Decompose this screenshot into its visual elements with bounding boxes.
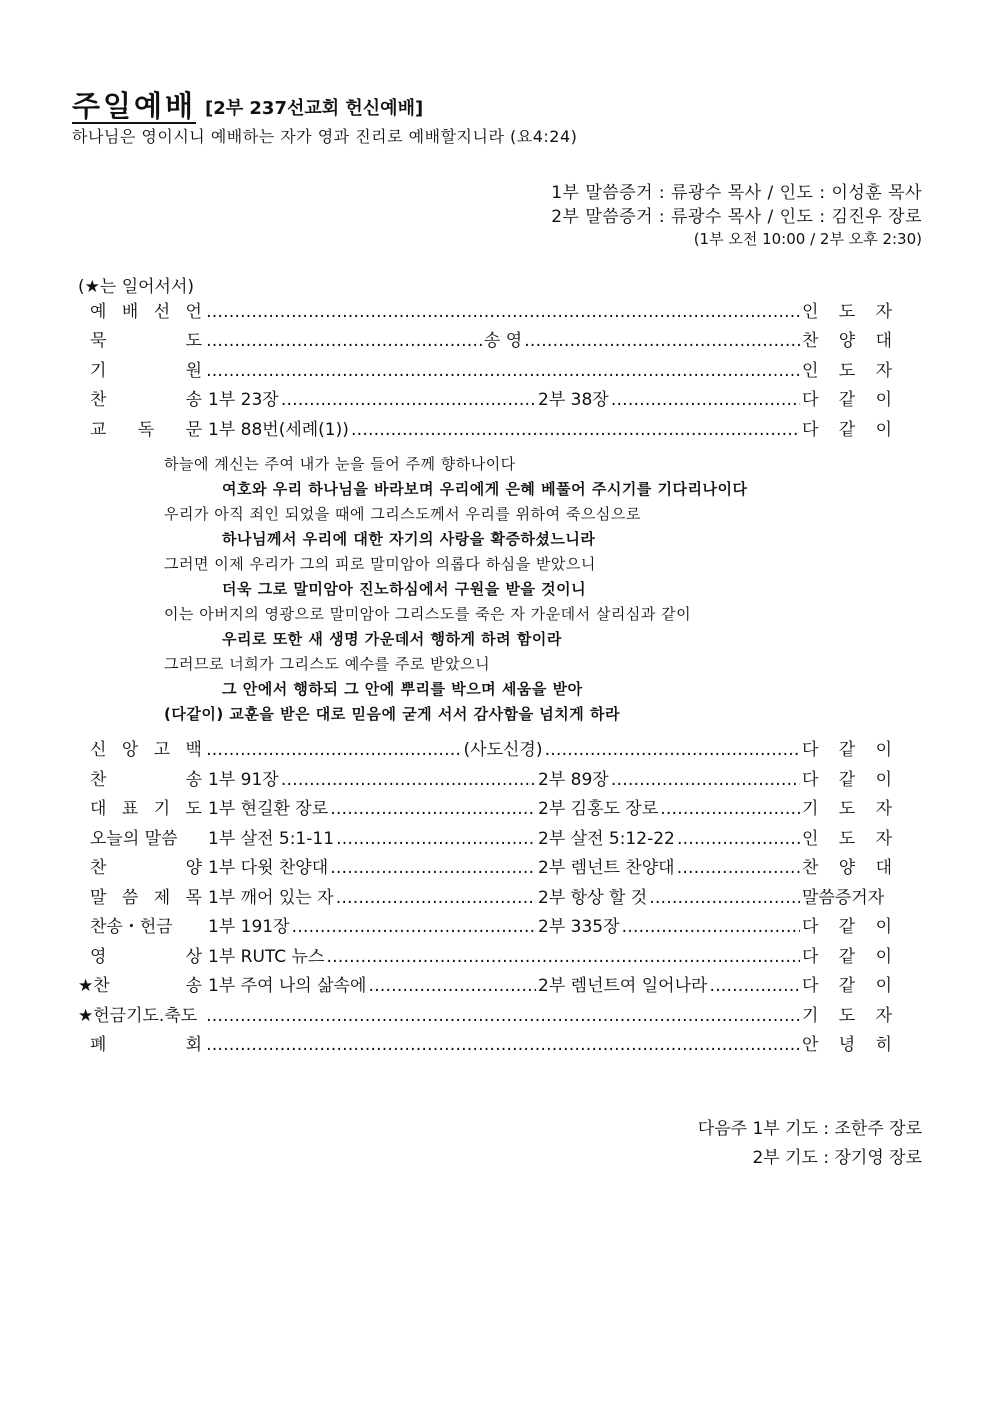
part-2-detail: 2부 김홍도 장로: [538, 799, 659, 819]
dot-leader: [368, 973, 536, 999]
order-row: [78, 826, 918, 852]
order-role-char: 이: [875, 390, 892, 410]
order-row: [78, 1032, 918, 1058]
order-label-char: 예: [90, 302, 107, 322]
order-label: [78, 914, 202, 940]
order-label-char: 백: [185, 740, 202, 760]
order-role-char: 안: [802, 1035, 819, 1055]
order-label-char: 도: [185, 331, 202, 351]
order-role-char: 녕: [838, 1035, 856, 1055]
reading-line-resp: 그 안에서 행하되 그 안에 뿌리를 박으며 세움을 받아: [222, 680, 583, 698]
order-role-char: 히: [875, 1035, 892, 1055]
order-row: [78, 1003, 918, 1029]
order-role: [802, 767, 892, 793]
order-role-char: 다: [802, 769, 819, 790]
theme-verse: 하나님은 영이시니 예배하는 자가 영과 진리로 예배할지니라 (요4:24): [72, 127, 578, 146]
order-label-char: ★헌금기도.축도: [78, 1005, 198, 1026]
order-role-char: 자: [875, 799, 892, 819]
order-role-char: 같: [838, 917, 856, 937]
reading-line-lead: 우리가 아직 죄인 되었을 때에 그리스도께서 우리를 위하여 죽으심으로: [164, 505, 641, 523]
part-1-detail: 1부 23장: [208, 390, 279, 410]
part-1-cell: [206, 855, 536, 881]
order-role-char: 인: [802, 361, 819, 381]
part-1-detail: 1부 다윗 찬양대: [208, 858, 329, 878]
part-1-detail: 1부 주여 나의 삶속에: [208, 976, 367, 996]
standing-note: (★는 일어서서): [78, 277, 195, 297]
order-label: [78, 387, 202, 413]
order-role-char: 도: [838, 302, 856, 322]
dot-leader: [524, 328, 800, 354]
part-1-cell: [206, 767, 536, 793]
preacher-line-1: 1부 말씀증거 : 류광수 목사 / 인도 : 이성훈 목사: [551, 183, 922, 203]
order-role: [802, 358, 892, 384]
order-label-char: 씀: [121, 887, 139, 908]
part-1-detail: 1부 살전 5:1-11: [208, 828, 335, 849]
order-role: [802, 299, 892, 325]
order-role-char: 자: [875, 302, 892, 322]
order-label-char: 말: [90, 887, 107, 908]
order-role-char: 찬: [802, 331, 819, 351]
order-row: [78, 358, 918, 384]
order-label: [78, 737, 202, 763]
part-1-detail: 1부 깨어 있는 자: [208, 887, 334, 908]
order-role: [802, 826, 892, 852]
order-role-char: 같: [838, 740, 856, 760]
order-role-char: 대: [875, 331, 892, 351]
order-label: [78, 299, 202, 325]
order-role: [802, 885, 892, 911]
page-subtitle: [2부 237선교회 헌신예배]: [205, 98, 424, 119]
order-role-char: 이: [875, 946, 892, 967]
order-role-char: 기: [802, 1005, 819, 1026]
order-detail: [206, 1003, 800, 1029]
order-row: [78, 417, 918, 443]
order-detail: [206, 855, 800, 881]
order-label-char: 묵: [90, 331, 107, 351]
order-label-char: 기: [153, 799, 171, 819]
page-title: 주일예배: [72, 89, 197, 123]
order-role-char: 도: [838, 361, 856, 381]
dot-leader: [351, 417, 800, 443]
part-1-detail: 1부 88번(세례(1)): [208, 420, 349, 440]
order-detail: [206, 767, 800, 793]
part-2-detail: 2부 항상 할 것: [538, 887, 648, 908]
reading-line-lead: 그러면 이제 우리가 그의 피로 말미암아 의롭다 하심을 받았으니: [164, 555, 596, 573]
dot-leader: [660, 796, 800, 822]
order-label: [78, 973, 202, 999]
order-label-char: 언: [185, 302, 202, 322]
order-role-char: 양: [838, 331, 856, 351]
dot-leader: [622, 914, 800, 940]
order-label-char: ★찬: [78, 976, 110, 996]
order-detail: [206, 299, 800, 325]
dot-leader: [677, 855, 800, 881]
order-role-char: 이: [875, 769, 892, 790]
order-label-char: 폐: [90, 1035, 107, 1055]
order-center-text: (사도신경): [463, 740, 543, 760]
order-role-char: 인: [802, 302, 819, 322]
order-label-char: 오늘의 말씀: [90, 828, 178, 849]
order-role: [802, 973, 892, 999]
order-row: [78, 855, 918, 881]
part-2-detail: 2부 335장: [538, 917, 620, 937]
order-label: [78, 358, 202, 384]
part-2-detail: 2부 렘넌트여 일어나라: [538, 976, 708, 996]
order-label-char: 원: [185, 361, 202, 381]
order-role-char: 말씀증거자: [802, 887, 885, 908]
order-role-char: 같: [838, 420, 856, 440]
dot-leader: [544, 737, 800, 763]
order-label-char: 독: [137, 420, 155, 440]
order-label-char: 찬: [90, 858, 107, 878]
order-detail: [206, 973, 800, 999]
next-week-prayer-2: 2부 기도 : 장기영 장로: [752, 1148, 922, 1168]
order-row: [78, 387, 918, 413]
reading-line-resp: 여호와 우리 하나님을 바라보며 우리에게 은혜 베풀어 주시기를 기다리나이다: [222, 480, 748, 498]
order-label-char: 도: [185, 799, 202, 819]
order-label: [78, 328, 202, 354]
preacher-line-2: 2부 말씀증거 : 류광수 목사 / 인도 : 김진우 장로: [551, 207, 922, 227]
dot-leader: [709, 973, 800, 999]
dot-leader: [649, 885, 800, 911]
order-label: [78, 944, 202, 970]
order-role-char: 다: [802, 946, 819, 967]
dot-leader: [206, 1003, 800, 1029]
order-detail: [206, 914, 800, 940]
dot-leader: [281, 387, 536, 413]
next-week-prayer-1: 다음주 1부 기도 : 조한주 장로: [697, 1119, 922, 1139]
dot-leader: [611, 387, 800, 413]
order-row: [78, 299, 918, 325]
order-label-char: 양: [185, 858, 202, 878]
order-label-char: 송: [185, 769, 202, 790]
order-role-char: 다: [802, 390, 819, 410]
dot-leader: [336, 885, 536, 911]
order-center-text: 송 영: [483, 331, 523, 351]
order-role-char: 도: [838, 1005, 856, 1026]
order-label-char: 찬송・헌금: [90, 917, 173, 937]
dot-leader: [206, 737, 462, 763]
order-label-char: 송: [185, 390, 202, 410]
order-label-char: 배: [121, 302, 139, 322]
part-1-cell: [206, 796, 536, 822]
service-times: (1부 오전 10:00 / 2부 오후 2:30): [693, 230, 922, 248]
order-label-char: 제: [153, 887, 171, 908]
order-label: [78, 826, 202, 852]
order-label: [78, 885, 202, 911]
order-role: [802, 387, 892, 413]
order-detail: [206, 796, 800, 822]
order-role-char: 자: [875, 828, 892, 849]
dot-leader: [336, 826, 536, 852]
order-label-char: 교: [90, 420, 107, 440]
order-role-char: 다: [802, 917, 819, 937]
order-label-char: 고: [153, 740, 171, 760]
order-label-char: 선: [153, 302, 171, 322]
order-label-char: 문: [185, 420, 202, 440]
dot-leader: [611, 767, 800, 793]
order-label: [78, 417, 202, 443]
order-role-char: 도: [838, 828, 856, 849]
part-1-cell: [206, 973, 536, 999]
order-detail: [206, 737, 800, 763]
order-role-char: 같: [838, 976, 856, 996]
order-role-char: 다: [802, 740, 819, 760]
order-row: [78, 328, 918, 354]
reading-line-lead: 하늘에 계신는 주여 내가 눈을 들어 주께 향하나이다: [164, 455, 516, 473]
order-role-char: 양: [838, 858, 856, 878]
order-row: [78, 737, 918, 763]
order-role-char: 대: [875, 858, 892, 878]
dot-leader: [206, 299, 800, 325]
order-role-char: 인: [802, 828, 819, 849]
dot-leader: [677, 826, 800, 852]
order-role-char: 자: [875, 361, 892, 381]
order-role: [802, 944, 892, 970]
order-role-char: 같: [838, 946, 856, 967]
order-label: [78, 767, 202, 793]
order-role: [802, 328, 892, 354]
order-row: [78, 914, 918, 940]
order-detail: [206, 885, 800, 911]
order-label-char: 상: [185, 946, 202, 967]
part-1-cell: [206, 826, 536, 852]
order-detail: [206, 387, 800, 413]
part-2-detail: 2부 렘넌트 찬양대: [538, 858, 675, 878]
order-role-char: 이: [875, 917, 892, 937]
order-role-char: 같: [838, 769, 856, 790]
order-role: [802, 1032, 892, 1058]
order-role-char: 도: [838, 799, 856, 819]
dot-leader: [206, 328, 482, 354]
order-detail: [206, 417, 800, 443]
dot-leader: [206, 1032, 800, 1058]
order-role-char: 찬: [802, 858, 819, 878]
order-role-char: 기: [802, 799, 819, 819]
order-label-char: 찬: [90, 769, 107, 790]
order-label-char: 신: [90, 740, 107, 760]
order-label-char: 표: [121, 799, 139, 819]
order-label-char: 앙: [121, 740, 139, 760]
order-label-char: 영: [90, 946, 107, 967]
reading-line-lead: 그러므로 너희가 그리스도 예수를 주로 받았으니: [164, 655, 491, 673]
part-1-detail: 1부 91장: [208, 769, 279, 790]
reading-line-lead: 이는 아버지의 영광으로 말미암아 그리스도를 죽은 자 가운데서 살리심과 같이: [164, 605, 692, 623]
order-detail: [206, 826, 800, 852]
reading-line-resp: 하나님께서 우리에 대한 자기의 사랑을 확증하셨느니라: [222, 530, 596, 548]
order-role-char: 자: [875, 1005, 892, 1026]
order-role-char: 이: [875, 420, 892, 440]
dot-leader: [330, 796, 536, 822]
part-2-detail: 2부 89장: [538, 769, 609, 790]
order-detail: [206, 328, 800, 354]
order-label-char: 목: [185, 887, 202, 908]
order-role-char: 다: [802, 976, 819, 996]
dot-leader: [281, 767, 536, 793]
order-label: [78, 1003, 202, 1029]
order-label-char: 회: [185, 1035, 202, 1055]
part-2-detail: 2부 38장: [538, 390, 609, 410]
part-1-detail: 1부 191장: [208, 917, 290, 937]
part-1-cell: [206, 387, 536, 413]
reading-line-resp: 우리로 또한 새 생명 가운데서 행하게 하려 함이라: [222, 630, 562, 648]
part-1-detail: 1부 RUTC 뉴스: [208, 946, 325, 967]
order-row: [78, 973, 918, 999]
order-label: [78, 1032, 202, 1058]
dot-leader: [326, 944, 800, 970]
order-label: [78, 855, 202, 881]
order-row: [78, 885, 918, 911]
order-detail: [206, 358, 800, 384]
order-label-char: 송: [185, 976, 202, 996]
order-label-char: 기: [90, 361, 107, 381]
order-role: [802, 417, 892, 443]
order-label-char: 찬: [90, 390, 107, 410]
order-row: [78, 796, 918, 822]
order-role-char: 이: [875, 976, 892, 996]
reading-line-resp: 더욱 그로 말미암아 진노하심에서 구원을 받을 것이니: [222, 580, 587, 598]
reading-line-all: (다같이) 교훈을 받은 대로 믿음에 굳게 서서 감사함을 넘치게 하라: [164, 705, 620, 723]
order-detail: [206, 944, 800, 970]
part-2-detail: 2부 살전 5:12-22: [538, 828, 675, 849]
order-role-char: 같: [838, 390, 856, 410]
order-role: [802, 914, 892, 940]
order-row: [78, 767, 918, 793]
order-role-char: 다: [802, 420, 819, 440]
order-role-char: 이: [875, 740, 892, 760]
dot-leader: [330, 855, 536, 881]
order-detail: [206, 1032, 800, 1058]
dot-leader: [206, 358, 800, 384]
order-role: [802, 855, 892, 881]
part-1-detail: 1부 현길환 장로: [208, 799, 329, 819]
order-role: [802, 796, 892, 822]
part-1-cell: [206, 885, 536, 911]
order-label: [78, 796, 202, 822]
order-role: [802, 1003, 892, 1029]
order-row: [78, 944, 918, 970]
order-label-char: 대: [90, 799, 107, 819]
part-1-cell: [206, 914, 536, 940]
order-role: [802, 737, 892, 763]
dot-leader: [292, 914, 536, 940]
